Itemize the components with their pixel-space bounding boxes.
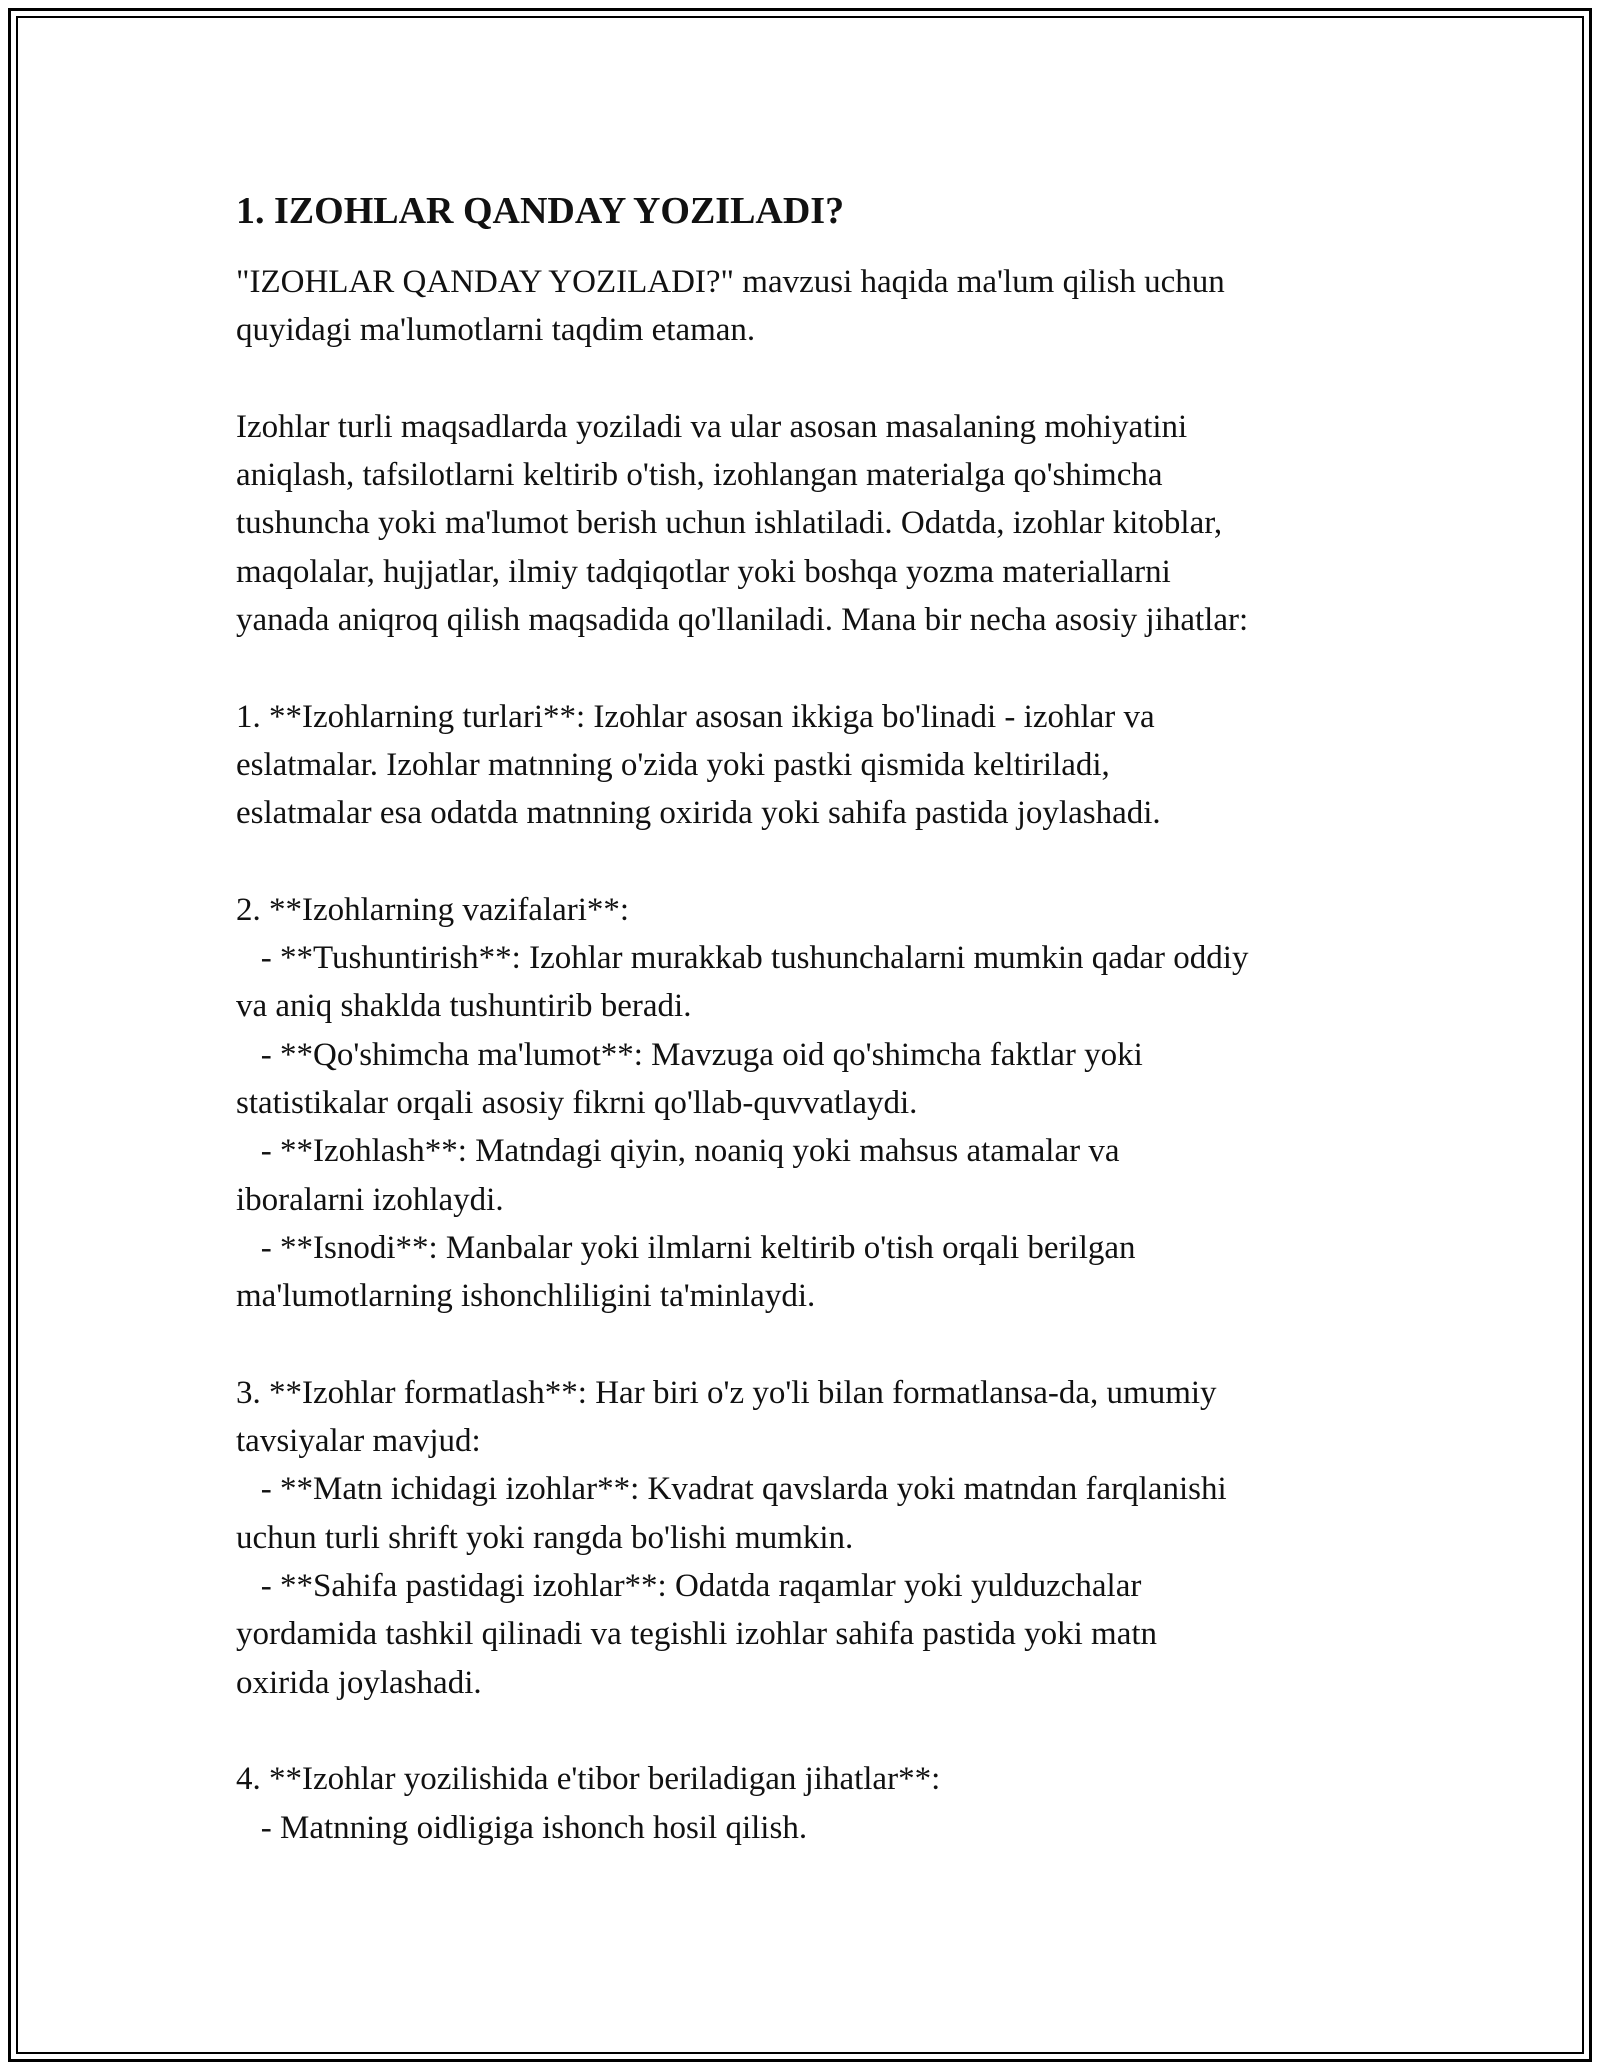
- paragraph-gap: [236, 644, 1366, 692]
- text-line: eslatmalar. Izohlar matnning o'zida yoki pastki qismida keltiriladi,: [236, 746, 1110, 783]
- text-line: 2. **Izohlarning vazifalari**:: [236, 891, 630, 928]
- text-line: tavsiyalar mavjud:: [236, 1423, 481, 1460]
- text-line: oxirida joylashadi.: [236, 1664, 482, 1701]
- text-line: - Matnning oidligiga ishonch hosil qilish.: [236, 1809, 808, 1846]
- document-body: [236, 186, 1366, 1852]
- text-line: - **Izohlash**: Matndagi qiyin, noaniq yoki mahsus atamalar va: [236, 1133, 1120, 1170]
- text-line: - **Matn ichidagi izohlar**: Kvadrat qavslarda yoki matndan farqlanishi: [236, 1471, 1227, 1508]
- text-line: 4. **Izohlar yozilishida e'tibor beriladigan jihatlar**:: [236, 1761, 941, 1798]
- text-line: statistikalar orqali asosiy fikrni qo'llab-quvvatlaydi.: [236, 1085, 918, 1122]
- text-line: - **Tushuntirish**: Izohlar murakkab tushunchalarni mumkin qadar oddiy: [236, 940, 1249, 977]
- paragraph-gap: [236, 838, 1366, 886]
- text-line: uchun turli shrift yoki rangda bo'lishi mumkin.: [236, 1519, 854, 1556]
- text-line: quyidagi ma'lumotlarni taqdim etaman.: [236, 312, 756, 349]
- text-line: aniqlash, tafsilotlarni keltirib o'tish, izohlangan materialga qo'shimcha: [236, 457, 1163, 494]
- text-line: - **Sahifa pastidagi izohlar**: Odatda raqamlar yoki yulduzchalar: [236, 1568, 1142, 1605]
- text-line: va aniq shaklda tushuntirib beradi.: [236, 988, 692, 1025]
- text-line: 1. **Izohlarning turlari**: Izohlar asosan ikkiga bo'linadi - izohlar va: [236, 698, 1155, 735]
- text-line: Izohlar turli maqsadlarda yoziladi va ular asosan masalaning mohiyatini: [236, 408, 1188, 445]
- text-line: - **Isnodi**: Manbalar yoki ilmlarni keltirib o'tish orqali berilgan: [236, 1229, 1136, 1266]
- text-line: maqolalar, hujjatlar, ilmiy tadqiqotlar yoki boshqa yozma materiallarni: [236, 553, 1171, 590]
- paragraph-gap: [236, 1321, 1366, 1369]
- paragraph-gap: [236, 355, 1366, 403]
- document-text: [236, 258, 1366, 1852]
- text-line: yordamida tashkil qilinadi va tegishli izohlar sahifa pastida yoki matn: [236, 1616, 1158, 1653]
- text-line: yanada aniqroq qilish maqsadida qo'llaniladi. Mana bir necha asosiy jihatlar:: [236, 602, 1249, 639]
- text-line: "IZOHLAR QANDAY YOZILADI?" mavzusi haqida ma'lum qilish uchun: [236, 264, 1225, 300]
- text-line: eslatmalar esa odatda matnning oxirida yoki sahifa pastida joylashadi.: [236, 795, 1161, 832]
- paragraph-gap: [236, 1707, 1366, 1755]
- text-line: 3. **Izohlar formatlash**: Har biri o'z yo'li bilan formatlansa-da, umumiy: [236, 1374, 1217, 1411]
- text-line: ma'lumotlarning ishonchliligini ta'minlaydi.: [236, 1278, 816, 1315]
- text-line: tushuncha yoki ma'lumot berish uchun ishlatiladi. Odatda, izohlar kitoblar,: [236, 505, 1223, 542]
- text-line: - **Qo'shimcha ma'lumot**: Mavzuga oid qo'shimcha faktlar yoki: [236, 1036, 1143, 1073]
- document-title: 1. IZOHLAR QANDAY YOZILADI?: [236, 190, 845, 232]
- text-line: iboralarni izohlaydi.: [236, 1181, 504, 1218]
